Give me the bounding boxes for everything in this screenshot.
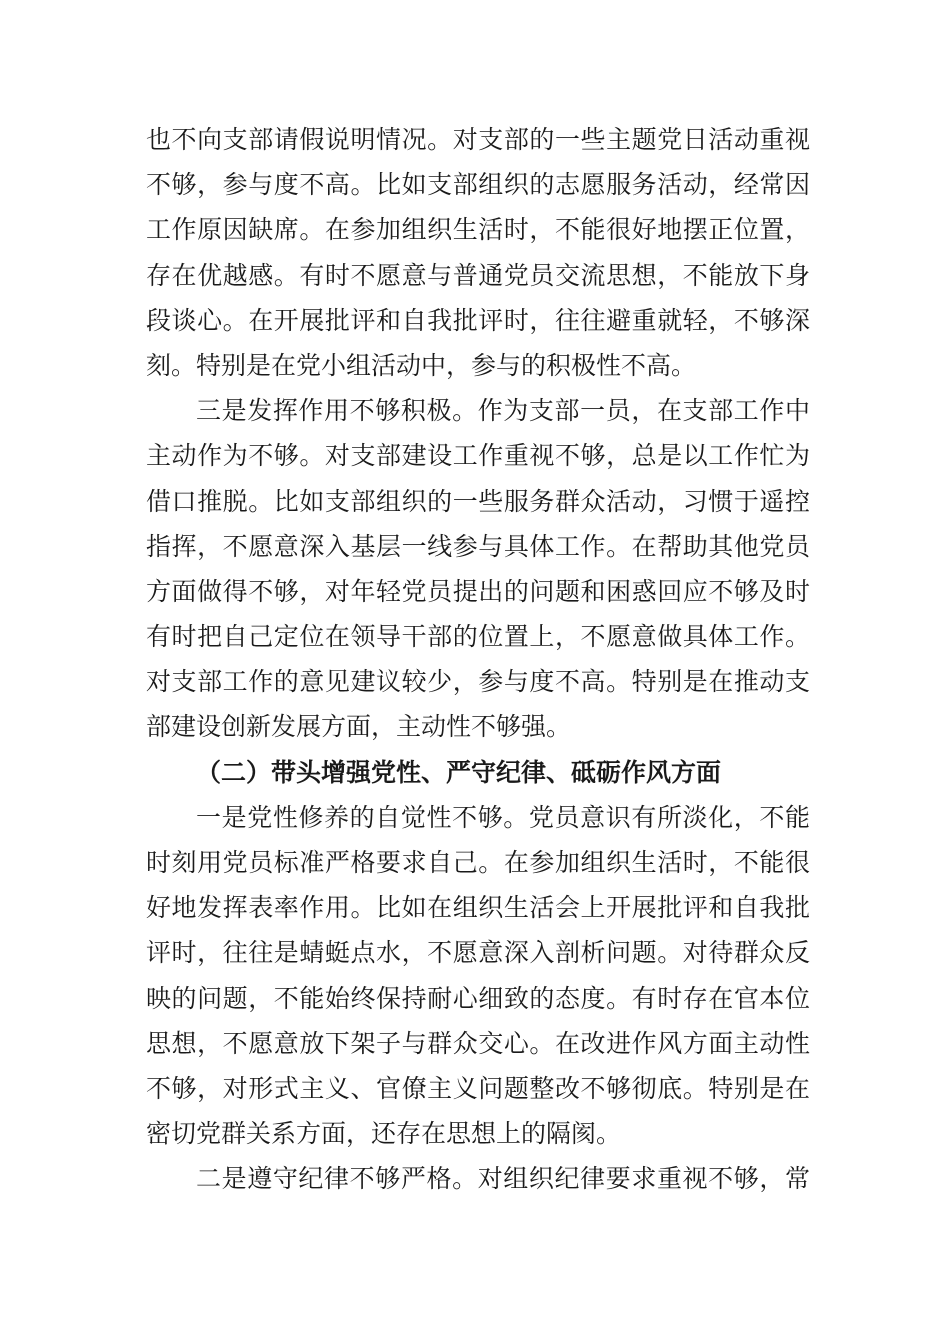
text-line: 思想，不愿意放下架子与群众交心。在改进作风方面主动性	[146, 1028, 810, 1058]
text-line: 工作原因缺席。在参加组织生活时，不能很好地摆正位置，	[146, 215, 810, 245]
text-line: 主动作为不够。对支部建设工作重视不够，总是以工作忙为	[146, 441, 810, 471]
text-line: 方面做得不够，对年轻党员提出的问题和困惑回应不够及时	[146, 576, 810, 606]
text-line: 借口推脱。比如支部组织的一些服务群众活动，习惯于遥控	[146, 486, 810, 516]
text-line: 部建设创新发展方面，主动性不够强。	[146, 712, 572, 742]
text-line: 评时，往往是蜻蜓点水，不愿意深入剖析问题。对待群众反	[146, 938, 810, 968]
document-body	[146, 117, 810, 1202]
text-line: 不够，对形式主义、官僚主义问题整改不够彻底。特别是在	[146, 1073, 810, 1103]
section-heading: （二）带头增强党性、严守纪律、砥砺作风方面	[196, 757, 722, 787]
text-line: 不够，参与度不高。比如支部组织的志愿服务活动，经常因	[146, 170, 810, 200]
text-line: 一是党性修养的自觉性不够。党员意识有所淡化，不能	[196, 802, 810, 832]
text-line: 时刻用党员标准严格要求自己。在参加组织生活时，不能很	[146, 848, 810, 877]
text-line: 段谈心。在开展批评和自我批评时，往往避重就轻，不够深	[146, 305, 810, 335]
text-line: 存在优越感。有时不愿意与普通党员交流思想，不能放下身	[146, 260, 810, 290]
text-line: 密切党群关系方面，还存在思想上的隔阂。	[146, 1119, 622, 1149]
text-line: 映的问题，不能始终保持耐心细致的态度。有时存在官本位	[146, 983, 810, 1013]
text-line: 三是发挥作用不够积极。作为支部一员，在支部工作中	[196, 396, 810, 426]
text-line: 对支部工作的意见建议较少，参与度不高。特别是在推动支	[146, 667, 810, 697]
text-line: 有时把自己定位在领导干部的位置上，不愿意做具体工作。	[146, 622, 810, 652]
text-line: 刻。特别是在党小组活动中，参与的积极性不高。	[146, 350, 697, 380]
text-line: 二是遵守纪律不够严格。对组织纪律要求重视不够，常	[196, 1164, 810, 1194]
text-line: 也不向支部请假说明情况。对支部的一些主题党日活动重视	[146, 125, 810, 154]
text-line: 指挥，不愿意深入基层一线参与具体工作。在帮助其他党员	[146, 531, 810, 561]
text-line: 好地发挥表率作用。比如在组织生活会上开展批评和自我批	[146, 893, 810, 923]
